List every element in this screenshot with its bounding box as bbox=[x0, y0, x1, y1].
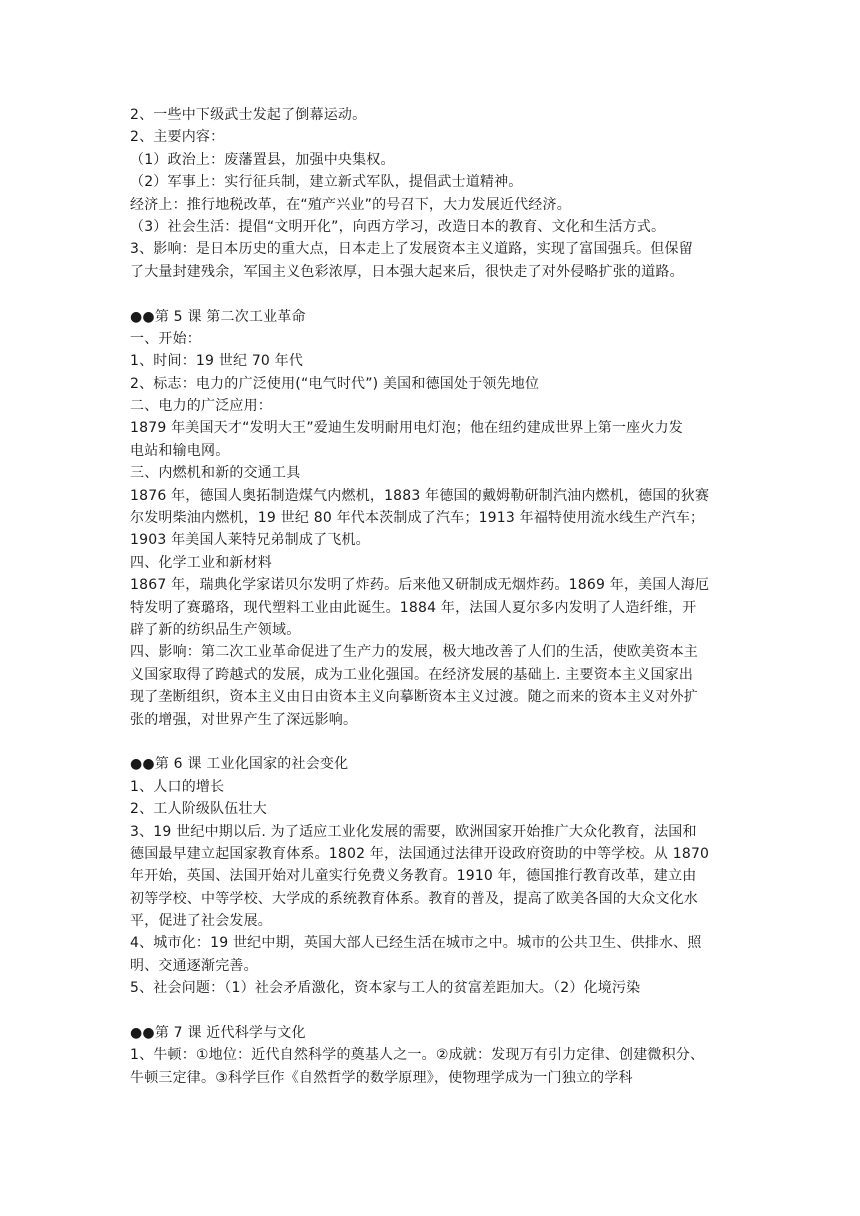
text-line: 初等学校、中等学校、大学成的系统教育体系。教育的普及，提高了欧美各国的大众文化水 bbox=[130, 890, 698, 907]
text-line: 年开始，英国、法国开始对儿童实行免费义务教育。1910 年，德国推行教育改革，建立由 bbox=[130, 868, 697, 885]
text-line: 辟了新的纺织品生产领域。 bbox=[130, 621, 301, 638]
text-line: 三、内燃机和新的交通工具 bbox=[130, 465, 301, 482]
paragraph-gap bbox=[130, 283, 730, 305]
paragraph-gap bbox=[130, 731, 730, 753]
text-line: 义国家取得了跨越式的发展，成为工业化强国。在经济发展的基础上. 主要资本主义国家出 bbox=[130, 666, 694, 683]
text-line: 二、电力的广泛应用： bbox=[130, 398, 272, 415]
text-line: 电站和输电网。 bbox=[130, 442, 230, 459]
text-line: 四、化学工业和新材料 bbox=[130, 554, 272, 571]
text-line: 2、一些中下级武士发起了倒幕运动。 bbox=[130, 107, 367, 123]
lesson-heading: ●●第 5 课 第二次工业革命 bbox=[130, 308, 306, 325]
text-line: 经济上：推行地税改革，在“殖产兴业”的号召下，大力发展近代经济。 bbox=[130, 196, 571, 213]
text-line: 明、交通逐渐完善。 bbox=[130, 957, 258, 974]
text-line: 1879 年美国天才“发明大王”爱迪生发明耐用电灯泡；他在纽约建成世界上第一座火力发 bbox=[130, 420, 683, 437]
text-line: 2、主要内容： bbox=[130, 129, 225, 146]
section-lesson-6 bbox=[130, 753, 730, 999]
text-line: 5、社会问题：（1）社会矛盾激化，资本家与工人的贫富差距加大。（2）化境污染 bbox=[130, 980, 641, 997]
section-lesson-5 bbox=[130, 306, 730, 731]
text-line: 张的增强，对世界产生了深远影响。 bbox=[130, 711, 358, 728]
text-line: 特发明了赛璐珞，现代塑料工业由此诞生。1884 年，法国人夏尔多内发明了人造纤维，开 bbox=[130, 599, 697, 616]
text-line: 四、影响：第二次工业革命促进了生产力的发展，极大地改善了人们的生活，使欧美资本主 bbox=[130, 644, 698, 661]
lesson-heading: ●●第 7 课 近代科学与文化 bbox=[130, 1025, 306, 1042]
text-line: 1876 年，德国人奥拓制造煤气内燃机，1883 年德国的戴姆勒研制汽油内燃机，德国的狄赛 bbox=[130, 487, 710, 504]
text-line: 一、开始： bbox=[130, 330, 201, 347]
section-meiji-reform bbox=[130, 104, 730, 283]
text-line: 1867 年，瑞典化学家诺贝尔发明了炸药。后来他又研制成无烟炸药。1869 年，美国人海厄 bbox=[130, 577, 710, 594]
text-line: 德国最早建立起国家教育体系。1802 年，法国通过法律开设政府资助的中等学校。从 1870 bbox=[130, 845, 710, 862]
text-line: （2）军事上：实行征兵制，建立新式军队，提倡武士道精神。 bbox=[130, 174, 523, 191]
text-line: 牛顿三定律。③科学巨作《自然哲学的数学原理》，使物理学成为一门独立的学科 bbox=[130, 1069, 633, 1086]
document-page bbox=[130, 104, 730, 1089]
text-line: 1、人口的增长 bbox=[130, 778, 225, 795]
lesson-heading: ●●第 6 课 工业化国家的社会变化 bbox=[130, 756, 349, 773]
text-line: 现了垄断组织，资本主义由日由资本主义向摹断资本主义过渡。随之而来的资本主义对外扩 bbox=[130, 689, 698, 706]
text-line: 3、19 世纪中期以后. 为了适应工业化发展的需要，欧洲国家开始推广大众化教育，法国和 bbox=[130, 823, 697, 840]
text-line: 4、城市化：19 世纪中期，英国大部人已经生活在城市之中。城市的公共卫生、供排水、照 bbox=[130, 935, 702, 952]
text-line: 1903 年美国人莱特兄弟制成了飞机。 bbox=[130, 532, 370, 549]
paragraph-gap bbox=[130, 1000, 730, 1022]
section-lesson-7 bbox=[130, 1022, 730, 1089]
text-line: 了大量封建残余，军国主义色彩浓厚，日本强大起来后，很快走了对外侵略扩张的道路。 bbox=[130, 263, 684, 280]
text-line: （1）政治上：废藩置县，加强中央集权。 bbox=[130, 151, 395, 168]
text-line: 尔发明柴油内燃机，19 世纪 80 年代本茨制成了汽车；1913 年福特使用流水线生产汽车； bbox=[130, 510, 705, 527]
text-line: （3）社会生活：提倡“文明开化”，向西方学习，改造日本的教育、文化和生活方式。 bbox=[130, 218, 666, 235]
text-line: 1、时间：19 世纪 70 年代 bbox=[130, 353, 304, 370]
text-line: 平，促进了社会发展。 bbox=[130, 913, 272, 930]
text-line: 2、标志：电力的广泛使用(“电气时代”) 美国和德国处于领先地位 bbox=[130, 375, 540, 392]
text-line: 3、影响：是日本历史的重大点，日本走上了发展资本主义道路，实现了富国强兵。但保留 bbox=[130, 241, 693, 258]
text-line: 2、工人阶级队伍壮大 bbox=[130, 801, 267, 818]
text-line: 1、牛顿：①地位：近代自然科学的奠基人之一。②成就：发现万有引力定律、创建微积分、 bbox=[130, 1047, 705, 1064]
